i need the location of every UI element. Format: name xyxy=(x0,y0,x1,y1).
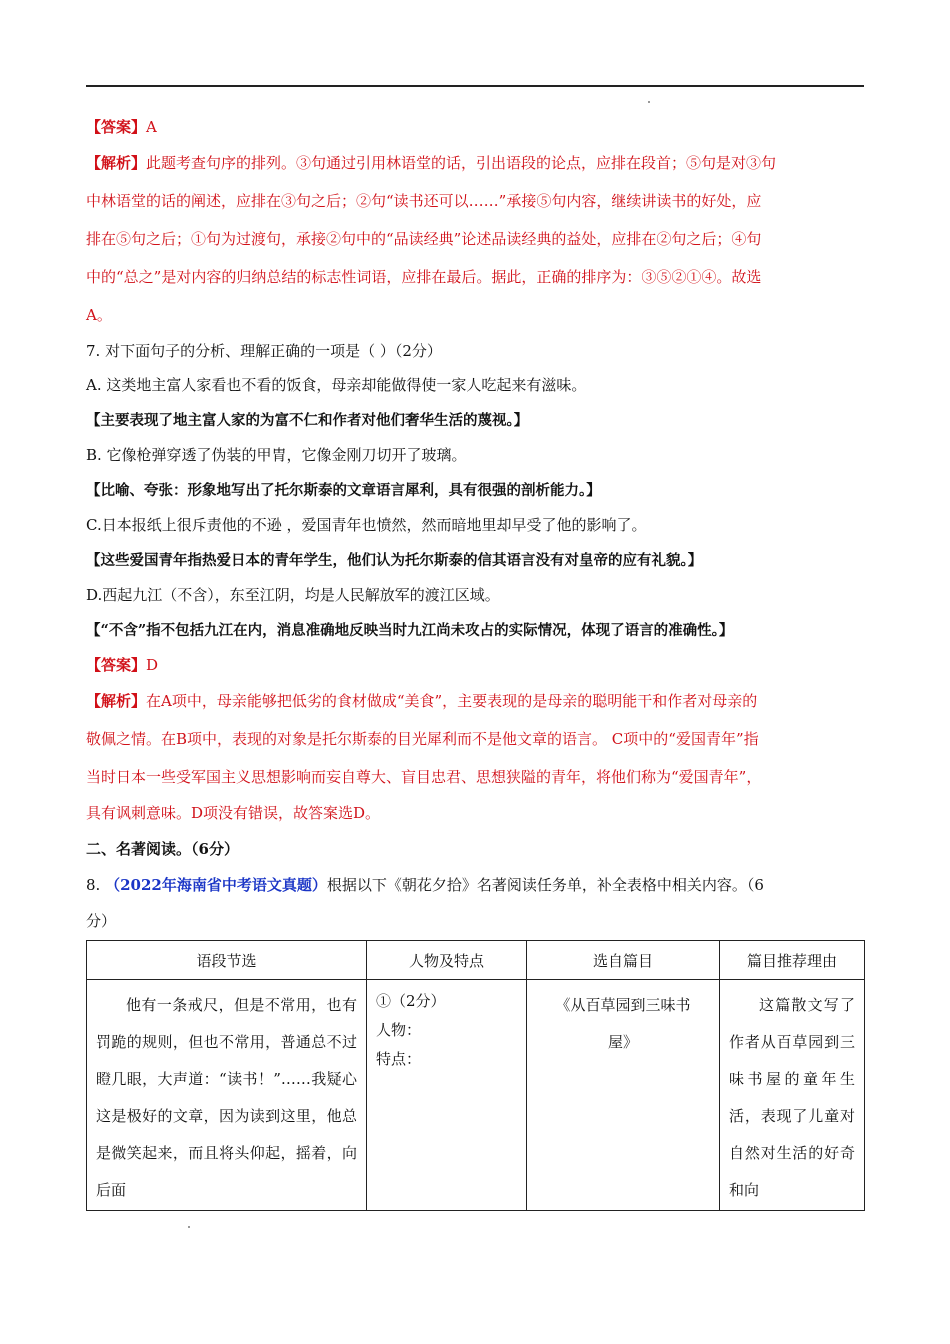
answer-line-1 xyxy=(86,116,876,138)
analysis-tag: 【解析】 xyxy=(86,154,147,172)
answer-line-2 xyxy=(86,654,876,676)
analysis-line: A。 xyxy=(86,306,112,324)
analysis-text: 此题考查句序的排列。③句通过引用林语堂的话，引出语段的论点，应排在段首；⑤句是对③句 xyxy=(146,154,777,172)
analysis-text: 在A项中，母亲能够把低劣的食材做成“美食”，主要表现的是母亲的聪明能干和作者对母亲的 xyxy=(146,692,758,710)
answer-value: A xyxy=(146,118,157,136)
option-d-sentence: D.西起九江（不含），东至江阴，均是人民解放军的渡江区域。 xyxy=(86,586,500,604)
question-8-stem-cont: 分） xyxy=(86,912,117,930)
header-passage: 语段节选 xyxy=(87,941,367,980)
question-7-stem: 7. 对下面句子的分析、理解正确的一项是（ ）（2分） xyxy=(86,342,442,360)
analysis-tag: 【解析】 xyxy=(86,692,147,710)
header-character: 人物及特点 xyxy=(367,941,527,980)
passage-cell xyxy=(87,980,367,1211)
option-c-note: 【这些爱国青年指热爱日本的青年学生，他们认为托尔斯泰的信其语言没有对皇帝的应有礼貌。】 xyxy=(86,552,703,569)
answer-tag: 【答案】 xyxy=(86,118,147,136)
analysis-line: 中的“总之”是对内容的归纳总结的标志性词语，应排在最后。据此，正确的排序为：③⑤②①④。故选 xyxy=(86,268,762,286)
option-c-sentence: C.日本报纸上很斥责他的不逊 ，爱国青年也愤然，然而暗地里却早受了他的影响了。 xyxy=(86,516,647,534)
header-rule xyxy=(86,85,864,87)
analysis-line xyxy=(86,152,876,174)
analysis-line: 具有讽刺意味。D项没有错误，故答案选D。 xyxy=(86,804,381,822)
scan-speck xyxy=(188,1226,190,1228)
character-cell[interactable] xyxy=(367,980,527,1211)
option-d-note: 【“不含”指不包括九江在内，消息准确地反映当时九江尚未攻占的实际情况，体现了语言的准确性。】 xyxy=(86,622,734,639)
section-heading: 二、名著阅读。（6分） xyxy=(86,840,239,858)
question-source: （2022年海南省中考语文真题） xyxy=(105,876,327,894)
analysis-line: 敬佩之情。在B项中，表现的对象是托尔斯泰的目光犀利而不是他文章的语言。 C项中的“爱国青年”指 xyxy=(86,730,759,748)
header-chapter: 选自篇目 xyxy=(527,941,720,980)
analysis-line: 当时日本一些受军国主义思想影响而妄自尊大、盲目忠君、思想狭隘的青年，将他们称为“爱国青年”， xyxy=(86,768,762,786)
option-b-sentence: B. 它像枪弹穿透了伪装的甲胄，它像金刚刀切开了玻璃。 xyxy=(86,446,467,464)
trait-label: 特点： xyxy=(376,1050,422,1068)
reading-task-table xyxy=(86,940,865,1211)
reason-text: 这篇散文写了作者从百草园到三味书屋的童年生活，表现了儿童对自然对生活的好奇和向 xyxy=(729,996,855,1199)
passage-text: 他有一条戒尺，但是不常用，也有罚跪的规则，但也不常用，普通总不过瞪几眼，大声道：“读书！”……我疑心这是极好的文章，因为读到这里，他总是微笑起来，而且将头仰起，摇着，向后面 xyxy=(96,996,357,1199)
analysis-line: 中林语堂的话的阐述，应排在③句之后；②句“读书还可以……”承接⑤句内容，继续讲读书的好处，应 xyxy=(86,192,762,210)
blank-label: ①（2分） xyxy=(376,992,446,1010)
table-row xyxy=(87,980,865,1211)
analysis-line xyxy=(86,690,876,712)
answer-value: D xyxy=(146,656,159,674)
option-b-note: 【比喻、夸张：形象地写出了托尔斯泰的文章语言犀利，具有很强的剖析能力。】 xyxy=(86,482,601,499)
analysis-line: 排在⑤句之后；①句为过渡句，承接②句中的“品读经典”论述品读经典的益处，应排在②句之后；④句 xyxy=(86,230,762,248)
option-a-sentence: A. 这类地主富人家看也不看的饭食，母亲却能做得使一家人吃起来有滋味。 xyxy=(86,376,587,394)
answer-tag: 【答案】 xyxy=(86,656,147,674)
scan-speck xyxy=(648,101,650,103)
chapter-title: 《从百草园到三味书屋》 xyxy=(555,996,691,1051)
person-label: 人物： xyxy=(376,1021,422,1039)
table-header-row xyxy=(87,941,865,980)
question-8-stem xyxy=(86,874,876,896)
question-number: 8. xyxy=(86,876,106,894)
reason-cell xyxy=(720,980,865,1211)
question-text: 根据以下《朝花夕拾》名著阅读任务单，补全表格中相关内容。（6 xyxy=(326,876,764,894)
header-reason: 篇目推荐理由 xyxy=(720,941,865,980)
chapter-cell xyxy=(527,980,720,1211)
option-a-note: 【主要表现了地主富人家的为富不仁和作者对他们奢华生活的蔑视。】 xyxy=(86,412,529,429)
